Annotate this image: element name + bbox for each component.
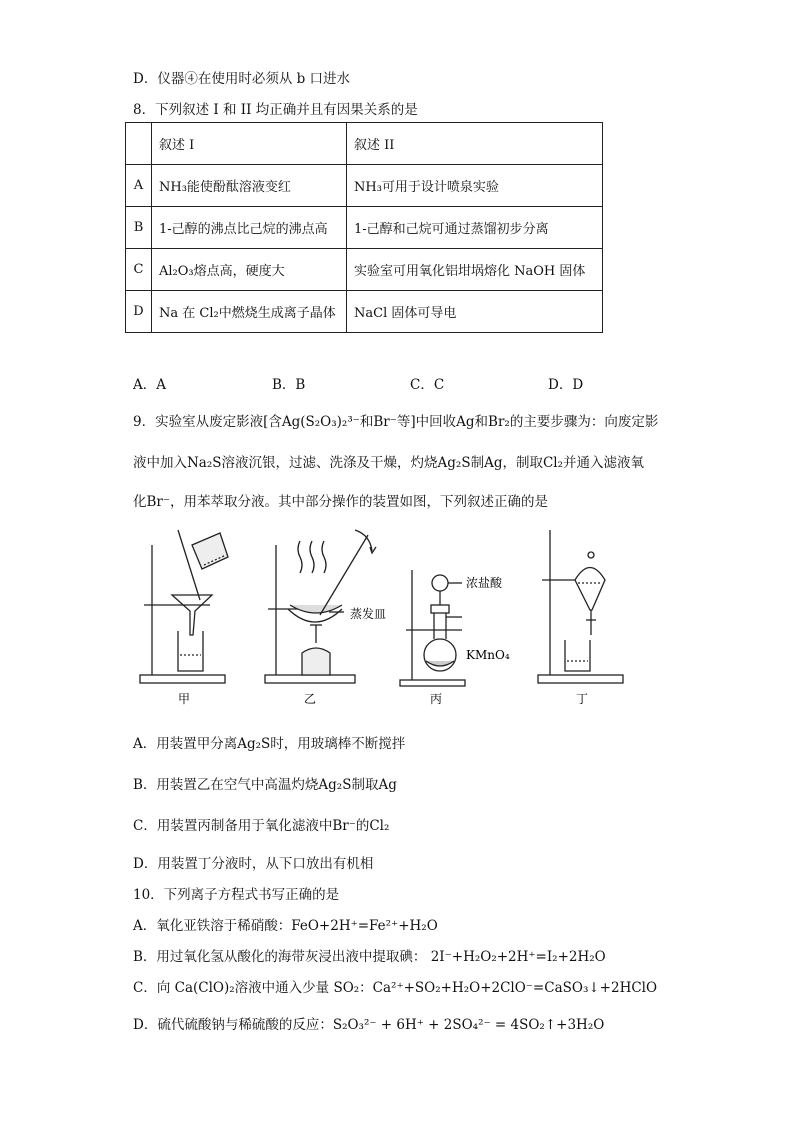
table-cell [126,123,152,165]
q10-stem: 10．下列离子方程式书写正确的是 [133,887,340,903]
q10-option-d: D．硫代硫酸钠与稀硫酸的反应：S₂O₃²⁻ + 6H⁺ + 2SO₄²⁻ = 4SO₂↑+3H₂O [133,1017,605,1033]
q10-option-c: C．向 Ca(ClO)₂溶液中通入少量 SO₂：Ca²⁺+SO₂+H₂O+2ClO⁻=CaSO₃↓+2HClO [133,980,658,996]
label-evap-dish: 蒸发皿 [350,607,387,621]
table-cell: NaCl 固体可导电 [347,291,603,333]
table-header-2: 叙述 II [347,123,603,165]
q9-stem-line-2: 液中加入Na₂S溶液沉银，过滤、洗涤及干燥，灼烧Ag₂S制Ag，制取Cl₂并通入滤液氧 [133,455,645,471]
q8-option-a: A．A [133,377,166,393]
label-jia: 甲 [178,692,191,706]
table-cell: NH₃可用于设计喷泉实验 [347,165,603,207]
apparatus-bing [400,570,465,686]
table-row [126,165,603,207]
label-bing: 丙 [430,692,443,706]
label-conc-hcl: 浓盐酸 [466,576,503,590]
label-ding: 丁 [576,692,589,706]
row-label: D [126,291,152,333]
row-label: A [126,165,152,207]
table-row [126,207,603,249]
q9-option-a: A．用装置甲分离Ag₂S时，用玻璃棒不断搅拌 [133,736,406,752]
table-cell: Al₂O₃熔点高，硬度大 [152,249,347,291]
table-cell: 1-己醇和己烷可通过蒸馏初步分离 [347,207,603,249]
q9-option-d: D．用装置丁分液时，从下口放出有机相 [133,856,374,872]
apparatus-figure [130,525,640,710]
row-label: C [126,249,152,291]
q9-stem-line-3: 化Br⁻，用苯萃取分液。其中部分操作的装置如图，下列叙述正确的是 [133,494,548,510]
q10-option-a: A．氧化亚铁溶于稀硝酸：FeO+2H⁺=Fe²⁺+H₂O [133,918,438,934]
q7-option-d: D．仪器④在使用时必须从 b 口进水 [133,71,351,87]
q8-option-b: B．B [272,377,306,393]
label-kmno4: KMnO₄ [466,648,510,662]
q9-option-b: B．用装置乙在空气中高温灼烧Ag₂S制取Ag [133,777,397,793]
apparatus-ding [538,530,623,683]
apparatus-jia [140,530,228,683]
table-cell: Na 在 Cl₂中燃烧生成离子晶体 [152,291,347,333]
q10-option-b: B．用过氧化氢从酸化的海带灰浸出液中提取碘： 2I⁻+H₂O₂+2H⁺=I₂+2H₂O [133,949,606,965]
table-cell: 实验室可用氧化铝坩埚熔化 NaOH 固体 [347,249,603,291]
q8-option-c: C．C [410,377,445,393]
q8-table [125,122,603,333]
table-row [126,291,603,333]
q9-stem-line-1: 9．实验室从废定影液[含Ag(S₂O₃)₂³⁻和Br⁻等]中回收Ag和Br₂的主要步骤为：向废定影 [133,414,659,430]
q9-option-c: C．用装置丙制备用于氧化滤液中Br⁻的Cl₂ [133,818,390,834]
table-row [126,249,603,291]
table-cell: NH₃能使酚酞溶液变红 [152,165,347,207]
table-row [126,123,603,165]
table-header-1: 叙述 I [152,123,347,165]
q8-stem: 8．下列叙述 I 和 II 均正确并且有因果关系的是 [133,102,418,118]
label-yi: 乙 [304,692,317,706]
q8-option-d: D．D [548,377,584,393]
row-label: B [126,207,152,249]
table-cell: 1-己醇的沸点比己烷的沸点高 [152,207,347,249]
